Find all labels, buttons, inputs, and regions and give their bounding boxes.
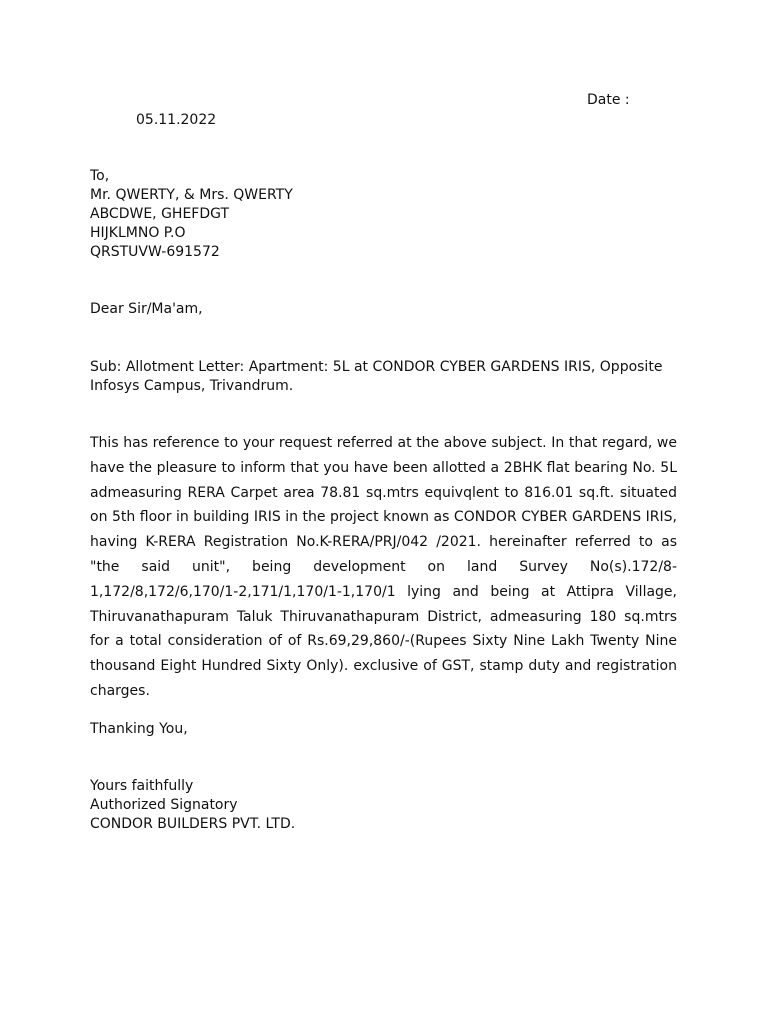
salutation: Dear Sir/Ma'am, [90,301,203,317]
date-value: 05.11.2022 [136,112,217,128]
address-line: ABCDWE, GHEFDGT [90,206,230,222]
date-label: Date : [587,92,630,108]
address-line: Mr. QWERTY, & Mrs. QWERTY [90,187,293,203]
thanks-line: Thanking You, [90,721,188,737]
closing-line: Authorized Signatory [90,797,238,813]
recipient-address [90,167,293,262]
closing-block [90,777,295,834]
address-line: To, [90,168,110,184]
address-line: QRSTUVW-691572 [90,244,220,260]
body-paragraph: This has reference to your request referred at the above subject. In that regard, we have the pleasure to inform that you have been allotted a 2BHK flat bearing No. 5L admeasuring RERA Carpet area 78.81 sq.mtrs equivqlent to 816.01 sq.ft. situated on 5th floor in building IRIS in the project known as CONDOR CYBER GARDENS IRIS, having K-RERA Registration No.K-RERA/PRJ/042 /2021. hereinafter referred to as "the said unit", being development on land Survey No(s).172/8-1,172/8,172/6,170/1-2,171/1,170/1-1,170/1 lying and being at Attipra Village, Thiruvanathapuram Taluk Thiruvanathapuram District, admeasuring 180 sq.mtrs for a total consideration of of Rs.69,29,860/-(Rupees Sixty Nine Lakh Twenty Nine thousand Eight Hundred Sixty Only). exclusive of GST, stamp duty and registration charges. [90,435,677,699]
subject-line: Sub: Allotment Letter: Apartment: 5L at CONDOR CYBER GARDENS IRIS, Opposite Infosys Campus, Trivandrum. [90,359,663,394]
closing-line: CONDOR BUILDERS PVT. LTD. [90,816,296,832]
address-line: HIJKLMNO P.O [90,225,186,241]
closing-line: Yours faithfully [90,778,194,794]
